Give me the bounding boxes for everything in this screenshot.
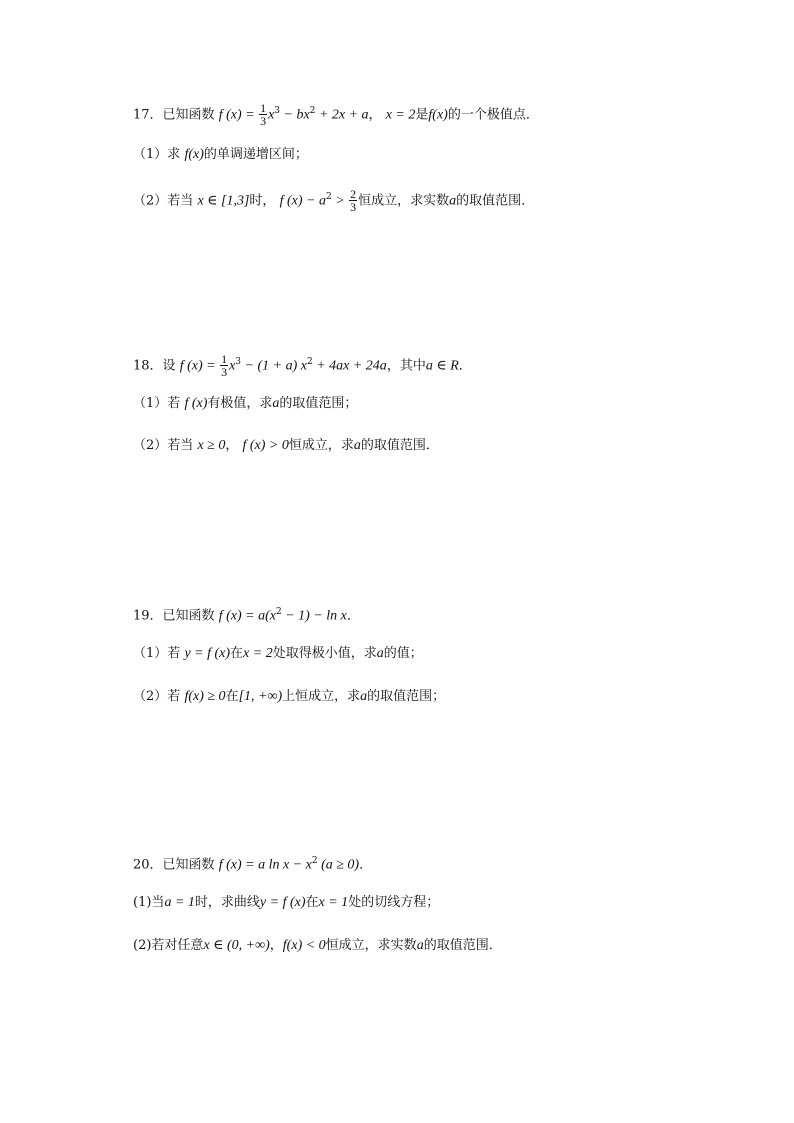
fraction: $\frac{2}{3}$	[350, 187, 357, 215]
problem-18-part-1: （1）若 f (x)有极值，求a的取值范围；	[133, 396, 358, 411]
problem-18-stem: 18．设 f (x) = $\frac{1}{3}$ $x^3 - (1 + a) x^2 + 4ax + 24a$，其中a ∈ R．	[133, 352, 472, 380]
problem-19-part-2: （2）若 f(x) ≥ 0在[1, +∞)上恒成立，求a的取值范围；	[133, 689, 446, 704]
problem-19-part-1: （1）若 y = f (x)在x = 2处取得极小值，求a的值；	[133, 646, 423, 661]
problem-18-part-2: （2）若当 x ≥ 0， f (x) > 0恒成立，求a的取值范围．	[133, 438, 439, 453]
fraction: $\frac{1}{3}$	[221, 352, 228, 380]
problem-number: 18．	[133, 358, 163, 374]
problem-number: 20．	[133, 857, 163, 873]
problem-17-part-1: （1）求 f(x)的单调递增区间；	[133, 147, 308, 162]
problem-20-stem: 20．已知函数 f (x) = a $\ln x - x^2$ (a ≥ 0)．	[133, 856, 373, 873]
problem-20-part-1: (1)当a = 1时，求曲线y = f (x)在x = 1处的切线方程；	[133, 895, 440, 910]
fraction: $\frac{1}{3}$	[260, 101, 267, 129]
problem-19-stem: 19．已知函数 f $(x) = a(x^2 - 1) - \ln x$．	[133, 607, 360, 624]
problem-17-part-2: （2）若当 x ∈ [1,3]时， f $(x) - a^2$ > $\frac{2}{3}$ 恒成立，求实数a的取值范围．	[133, 187, 535, 215]
problem-17-stem: 17．已知函数 f (x) = $\frac{1}{3}$ $x^3 - bx^2 + 2x + a$， x = 2是f(x)的一个极值点．	[133, 101, 539, 129]
problem-number: 19．	[133, 608, 163, 624]
problem-20-part-2: (2)若对任意x ∈ (0, +∞)，f(x) < 0恒成立，求实数a的取值范围．	[133, 938, 502, 953]
problem-number: 17．	[133, 107, 163, 123]
